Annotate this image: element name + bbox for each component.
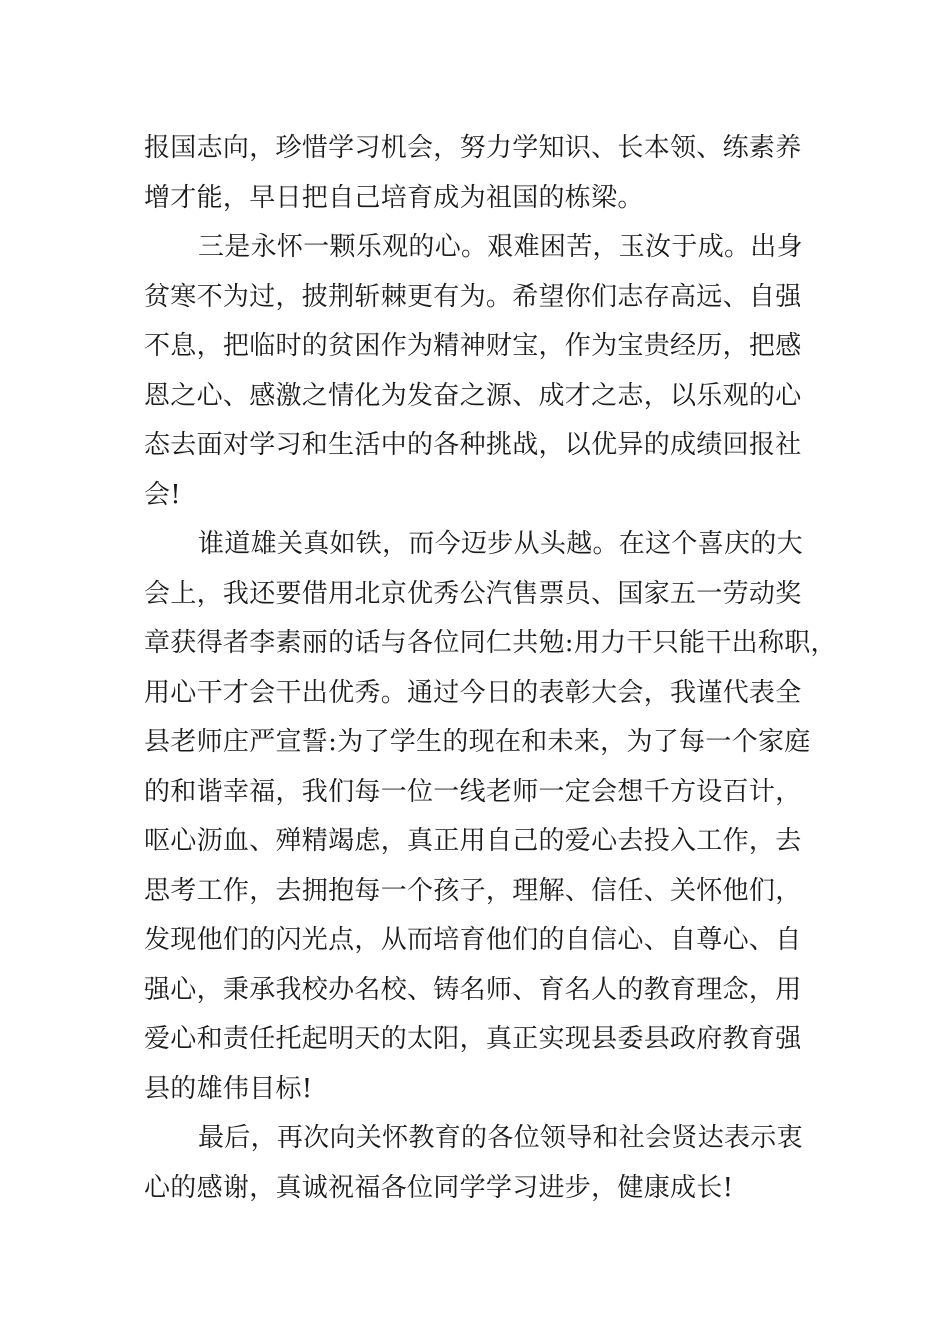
- text-line: 思考工作，去拥抱每一个孩子，理解、信任、关怀他们，: [144, 875, 802, 906]
- text-line: 发现他们的闪光点，从而培育他们的自信心、自尊心、自: [144, 925, 802, 955]
- text-line: 呕心沥血、殚精竭虑，真正用自己的爱心去投入工作，去: [144, 826, 802, 856]
- paragraph-first-line: 三是永怀一颗乐观的心。艰难困苦，玉汝于成。出身: [198, 232, 803, 262]
- text-line: 的和谐幸福，我们每一位一线老师一定会想千方设百计，: [144, 776, 802, 807]
- text-line: 爱心和责任托起明天的太阳，真正实现县委县政府教育强: [144, 1024, 802, 1054]
- text-line: 心的感谢，真诚祝福各位同学学习进步，健康成长!: [144, 1172, 734, 1203]
- text-line: 恩之心、感激之情化为发奋之源、成才之志，以乐观的心: [144, 380, 802, 411]
- text-line: 不息，把临时的贫困作为精神财宝，作为宝贵经历，把感: [144, 331, 802, 361]
- body-text: [144, 124, 837, 1213]
- text-line: 强心，秉承我校办名校、铸名师、育名人的教育理念，用: [144, 974, 802, 1005]
- text-line: 县的雄伟目标!: [144, 1073, 313, 1104]
- text-line: 用心干才会干出优秀。通过今日的表彰大会，我谨代表全: [144, 677, 802, 708]
- text-line: 报国志向，珍惜学习机会，努力学知识、长本领、练素养: [144, 133, 802, 163]
- text-line: 县老师庄严宣誓:为了学生的现在和未来，为了每一个家庭: [144, 727, 811, 757]
- paragraph-first-line: 谁道雄关真如铁，而今迈步从头越。在这个喜庆的大: [198, 529, 803, 559]
- text-line: 增才能，早日把自己培育成为祖国的栋梁。: [144, 182, 644, 213]
- text-line: 贫寒不为过，披荆斩棘更有为。希望你们志存高远、自强: [144, 281, 802, 312]
- text-line: 章获得者李素丽的话与各位同仁共勉:用力干只能干出称职，: [144, 628, 837, 658]
- text-line: 态去面对学习和生活中的各种挑战，以优异的成绩回报社: [144, 430, 802, 460]
- paragraph-first-line: 最后，再次向关怀教育的各位领导和社会贤达表示衷: [198, 1123, 803, 1153]
- text-line: 会上，我还要借用北京优秀公汽售票员、国家五一劳动奖: [144, 578, 802, 609]
- text-line: 会!: [144, 479, 182, 510]
